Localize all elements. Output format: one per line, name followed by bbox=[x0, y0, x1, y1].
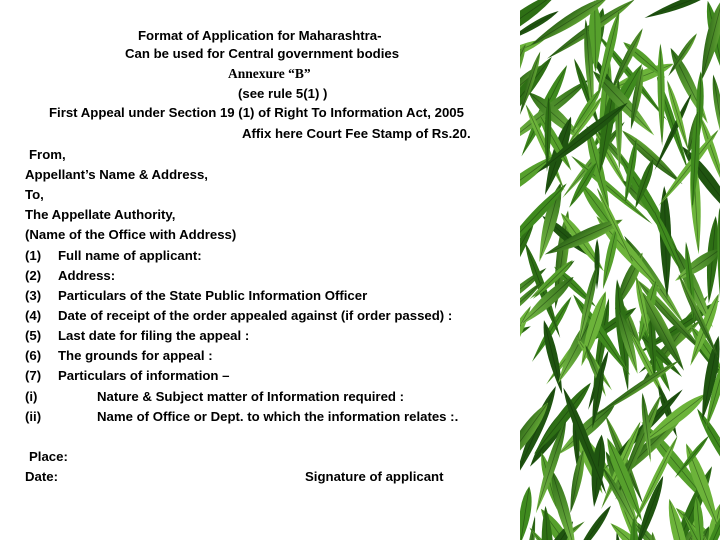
date-label: Date: bbox=[25, 469, 58, 484]
item-number: (4) bbox=[25, 308, 42, 323]
office-address-label: (Name of the Office with Address) bbox=[25, 227, 237, 242]
header-line-1: Format of Application for Maharashtra- bbox=[138, 28, 382, 43]
item-label: Last date for filing the appeal : bbox=[58, 328, 250, 343]
item-number: (2) bbox=[25, 268, 42, 283]
item-number: (7) bbox=[25, 368, 42, 383]
item-number: (ii) bbox=[25, 409, 42, 424]
item-label: The grounds for appeal : bbox=[58, 348, 213, 363]
item-number: (6) bbox=[25, 348, 42, 363]
from-label: From, bbox=[29, 147, 66, 162]
item-label: Full name of applicant: bbox=[58, 248, 202, 263]
item-label: Particulars of information – bbox=[58, 368, 230, 383]
stamp-note: Affix here Court Fee Stamp of Rs.20. bbox=[242, 126, 471, 141]
item-label: Name of Office or Dept. to which the information relates :. bbox=[97, 409, 459, 424]
annexure-label: Annexure “B” bbox=[228, 66, 311, 81]
item-label: Address: bbox=[58, 268, 116, 283]
rule-reference: (see rule 5(1) ) bbox=[238, 86, 328, 101]
bamboo-leaves-decoration bbox=[520, 0, 720, 540]
appellant-label: Appellant’s Name & Address, bbox=[25, 167, 208, 182]
place-label: Place: bbox=[29, 449, 68, 464]
appeal-title: First Appeal under Section 19 (1) of Right To Information Act, 2005 bbox=[49, 105, 464, 120]
item-label: Particulars of the State Public Information Officer bbox=[58, 288, 368, 303]
to-label: To, bbox=[25, 187, 44, 202]
item-label: Nature & Subject matter of Information required : bbox=[97, 389, 405, 404]
item-number: (i) bbox=[25, 389, 38, 404]
signature-label: Signature of applicant bbox=[305, 469, 444, 484]
item-label: Date of receipt of the order appealed against (if order passed) : bbox=[58, 308, 453, 323]
header-line-2: Can be used for Central government bodies bbox=[125, 46, 400, 61]
item-number: (3) bbox=[25, 288, 42, 303]
item-number: (1) bbox=[25, 248, 42, 263]
item-number: (5) bbox=[25, 328, 42, 343]
appellate-authority-label: The Appellate Authority, bbox=[25, 207, 176, 222]
